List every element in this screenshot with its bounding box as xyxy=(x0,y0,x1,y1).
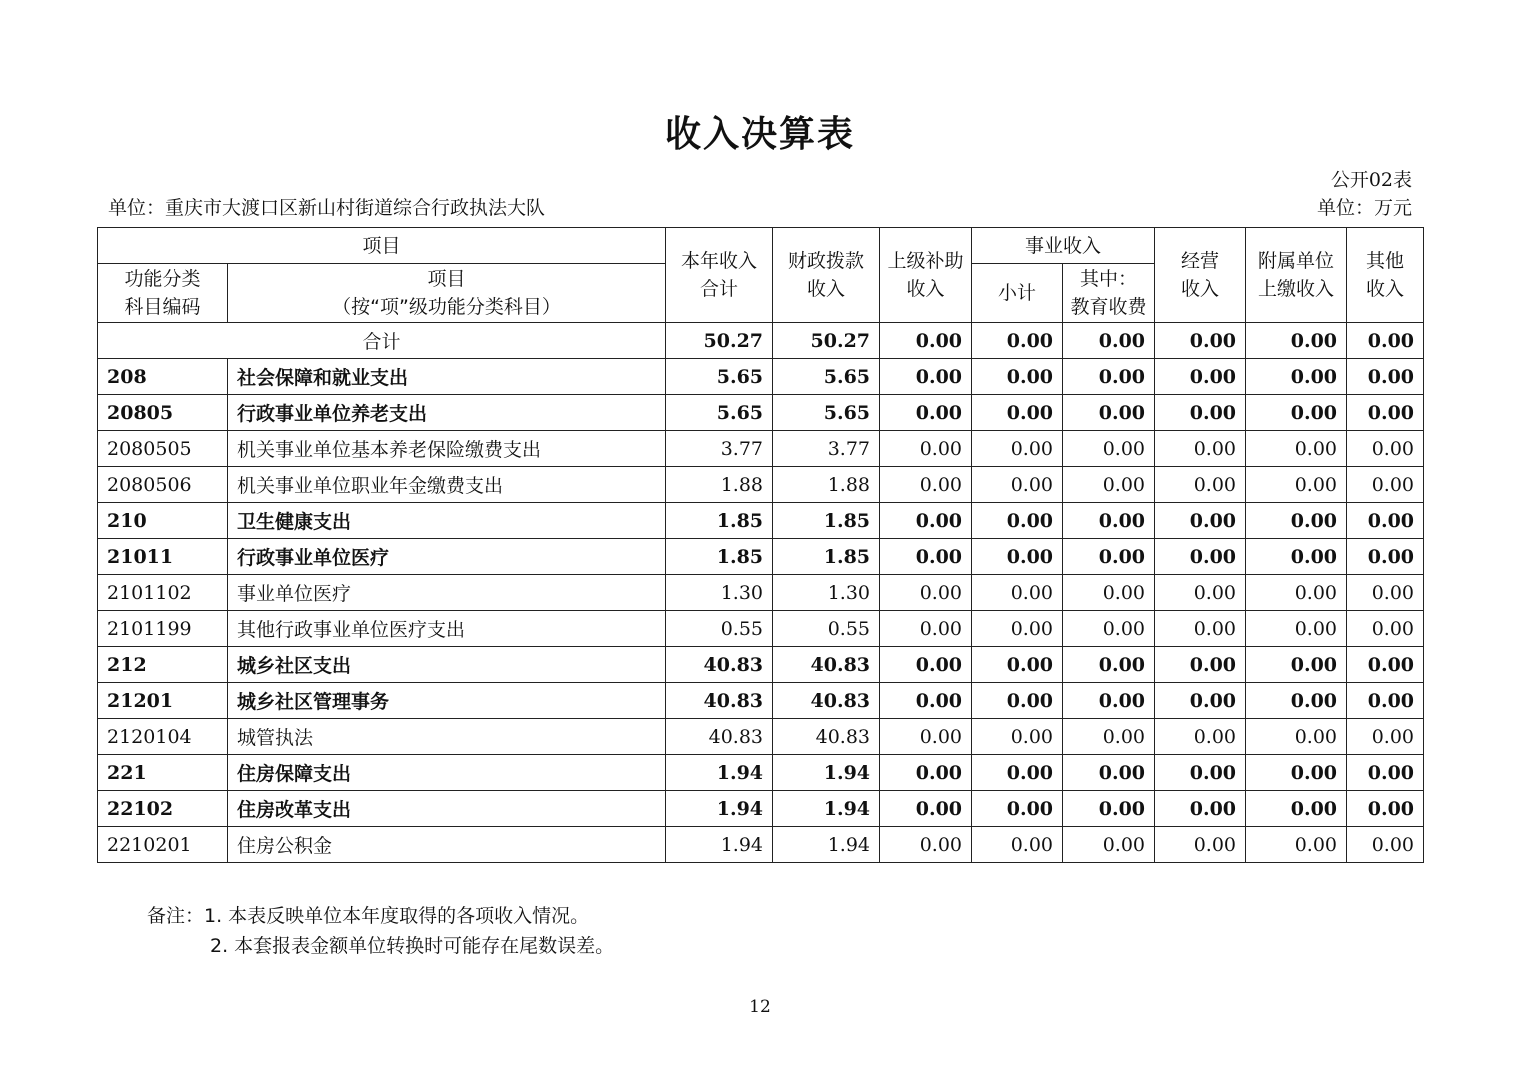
cell-value: 0.00 xyxy=(880,827,972,863)
cell-value: 0.00 xyxy=(972,575,1063,611)
cell-value: 0.00 xyxy=(880,719,972,755)
header-func-code: 功能分类 科目编码 xyxy=(98,264,228,323)
row-code: 212 xyxy=(98,647,228,683)
cell-value: 0.00 xyxy=(1063,467,1155,503)
table-row xyxy=(98,755,1424,791)
cell-value: 0.00 xyxy=(1246,827,1347,863)
cell-value: 0.00 xyxy=(880,791,972,827)
cell-value: 0.00 xyxy=(1063,611,1155,647)
row-name: 行政事业单位医疗 xyxy=(228,539,666,575)
cell-value: 0.00 xyxy=(1347,539,1424,575)
row-name: 住房保障支出 xyxy=(228,755,666,791)
cell-value: 0.00 xyxy=(1246,359,1347,395)
cell-value: 0.00 xyxy=(880,611,972,647)
cell-value: 1.94 xyxy=(666,791,773,827)
cell-value: 40.83 xyxy=(773,683,880,719)
cell-value: 0.00 xyxy=(880,323,972,359)
header-item-name: 项目 （按“项”级功能分类科目） xyxy=(228,264,666,323)
cell-value: 0.00 xyxy=(1063,539,1155,575)
cell-value: 0.00 xyxy=(972,683,1063,719)
cell-value: 0.00 xyxy=(972,791,1063,827)
cell-value: 0.00 xyxy=(1246,395,1347,431)
cell-value: 0.00 xyxy=(1246,647,1347,683)
cell-value: 0.00 xyxy=(1155,791,1246,827)
row-code: 2210201 xyxy=(98,827,228,863)
cell-value: 5.65 xyxy=(666,359,773,395)
total-label: 合计 xyxy=(98,323,666,359)
cell-value: 0.00 xyxy=(972,719,1063,755)
header-total: 本年收入 合计 xyxy=(666,228,773,323)
cell-value: 40.83 xyxy=(773,647,880,683)
header-superior: 上级补助 收入 xyxy=(880,228,972,323)
cell-value: 0.00 xyxy=(1347,827,1424,863)
cell-value: 0.00 xyxy=(1347,791,1424,827)
cell-value: 0.00 xyxy=(1063,431,1155,467)
row-code: 2080506 xyxy=(98,467,228,503)
cell-value: 0.00 xyxy=(1063,647,1155,683)
cell-value: 0.00 xyxy=(1155,323,1246,359)
cell-value: 0.00 xyxy=(1155,647,1246,683)
cell-value: 0.00 xyxy=(1347,359,1424,395)
cell-value: 0.00 xyxy=(972,431,1063,467)
cell-value: 0.00 xyxy=(1246,575,1347,611)
cell-value: 0.00 xyxy=(1246,503,1347,539)
cell-value: 0.00 xyxy=(1347,431,1424,467)
cell-value: 0.00 xyxy=(880,467,972,503)
cell-value: 1.30 xyxy=(666,575,773,611)
cell-value: 0.00 xyxy=(880,575,972,611)
cell-value: 0.00 xyxy=(972,827,1063,863)
cell-value: 0.00 xyxy=(1155,431,1246,467)
cell-value: 0.00 xyxy=(880,503,972,539)
table-row xyxy=(98,791,1424,827)
row-code: 208 xyxy=(98,359,228,395)
cell-value: 3.77 xyxy=(773,431,880,467)
cell-value: 0.00 xyxy=(1347,647,1424,683)
cell-value: 0.00 xyxy=(972,611,1063,647)
cell-value: 1.94 xyxy=(666,827,773,863)
table-row xyxy=(98,683,1424,719)
cell-value: 0.00 xyxy=(1155,719,1246,755)
cell-value: 0.00 xyxy=(1155,539,1246,575)
cell-value: 0.00 xyxy=(1347,575,1424,611)
cell-value: 0.00 xyxy=(1347,611,1424,647)
row-name: 行政事业单位养老支出 xyxy=(228,395,666,431)
header-operating: 经营 收入 xyxy=(1155,228,1246,323)
header-edu-fee: 其中： 教育收费 xyxy=(1063,264,1155,323)
row-name: 社会保障和就业支出 xyxy=(228,359,666,395)
cell-value: 0.00 xyxy=(1155,827,1246,863)
cell-value: 0.00 xyxy=(1155,395,1246,431)
row-name: 其他行政事业单位医疗支出 xyxy=(228,611,666,647)
row-name: 城乡社区支出 xyxy=(228,647,666,683)
cell-value: 50.27 xyxy=(773,323,880,359)
table-row xyxy=(98,431,1424,467)
cell-value: 0.00 xyxy=(1246,611,1347,647)
cell-value: 0.00 xyxy=(1155,683,1246,719)
cell-value: 0.00 xyxy=(1246,719,1347,755)
cell-value: 1.85 xyxy=(666,503,773,539)
cell-value: 0.00 xyxy=(1063,683,1155,719)
notes xyxy=(147,901,614,961)
cell-value: 1.85 xyxy=(773,539,880,575)
cell-value: 0.00 xyxy=(1347,503,1424,539)
row-name: 城管执法 xyxy=(228,719,666,755)
header-row-1 xyxy=(98,228,1424,264)
row-code: 2080505 xyxy=(98,431,228,467)
row-name: 机关事业单位基本养老保险缴费支出 xyxy=(228,431,666,467)
cell-value: 3.77 xyxy=(666,431,773,467)
table-row xyxy=(98,575,1424,611)
cell-value: 0.00 xyxy=(1347,323,1424,359)
row-code: 221 xyxy=(98,755,228,791)
row-code: 21011 xyxy=(98,539,228,575)
cell-value: 40.83 xyxy=(773,719,880,755)
cell-value: 0.00 xyxy=(1063,791,1155,827)
cell-value: 0.00 xyxy=(880,683,972,719)
row-code: 22102 xyxy=(98,791,228,827)
table-row xyxy=(98,395,1424,431)
table-row xyxy=(98,719,1424,755)
cell-value: 0.00 xyxy=(880,755,972,791)
cell-value: 0.00 xyxy=(972,503,1063,539)
cell-value: 0.00 xyxy=(972,467,1063,503)
cell-value: 1.88 xyxy=(773,467,880,503)
cell-value: 0.00 xyxy=(1246,539,1347,575)
cell-value: 1.94 xyxy=(666,755,773,791)
cell-value: 0.00 xyxy=(1246,467,1347,503)
table-row xyxy=(98,539,1424,575)
cell-value: 0.00 xyxy=(1246,791,1347,827)
cell-value: 0.00 xyxy=(1347,467,1424,503)
cell-value: 0.55 xyxy=(773,611,880,647)
cell-value: 0.00 xyxy=(1063,755,1155,791)
cell-value: 0.55 xyxy=(666,611,773,647)
cell-value: 0.00 xyxy=(1063,827,1155,863)
row-name: 住房公积金 xyxy=(228,827,666,863)
table-row xyxy=(98,359,1424,395)
cell-value: 0.00 xyxy=(880,539,972,575)
cell-value: 1.94 xyxy=(773,755,880,791)
page-number: 12 xyxy=(749,997,771,1017)
cell-value: 0.00 xyxy=(1246,323,1347,359)
cell-value: 50.27 xyxy=(666,323,773,359)
row-code: 210 xyxy=(98,503,228,539)
note-2: 2. 本套报表金额单位转换时可能存在尾数误差。 xyxy=(210,935,615,957)
row-name: 事业单位医疗 xyxy=(228,575,666,611)
row-name: 卫生健康支出 xyxy=(228,503,666,539)
cell-value: 1.85 xyxy=(773,503,880,539)
cell-value: 0.00 xyxy=(1347,719,1424,755)
unit-currency: 单位：万元 xyxy=(1316,197,1412,219)
total-row xyxy=(98,323,1424,359)
cell-value: 0.00 xyxy=(880,431,972,467)
cell-value: 0.00 xyxy=(1063,503,1155,539)
cell-value: 1.94 xyxy=(773,827,880,863)
table-row xyxy=(98,647,1424,683)
header-fiscal: 财政拨款 收入 xyxy=(773,228,880,323)
cell-value: 0.00 xyxy=(972,359,1063,395)
cell-value: 40.83 xyxy=(666,719,773,755)
table-row xyxy=(98,827,1424,863)
cell-value: 0.00 xyxy=(972,395,1063,431)
cell-value: 40.83 xyxy=(666,683,773,719)
cell-value: 0.00 xyxy=(972,539,1063,575)
header-other: 其他 收入 xyxy=(1347,228,1424,323)
cell-value: 0.00 xyxy=(1246,683,1347,719)
row-code: 21201 xyxy=(98,683,228,719)
row-name: 机关事业单位职业年金缴费支出 xyxy=(228,467,666,503)
cell-value: 1.85 xyxy=(666,539,773,575)
cell-value: 0.00 xyxy=(1347,395,1424,431)
cell-value: 0.00 xyxy=(1347,755,1424,791)
cell-value: 0.00 xyxy=(1155,359,1246,395)
cell-value: 1.94 xyxy=(773,791,880,827)
cell-value: 0.00 xyxy=(880,359,972,395)
table-row xyxy=(98,503,1424,539)
cell-value: 0.00 xyxy=(972,647,1063,683)
row-code: 20805 xyxy=(98,395,228,431)
cell-value: 0.00 xyxy=(1155,575,1246,611)
cell-value: 5.65 xyxy=(773,359,880,395)
cell-value: 0.00 xyxy=(1063,719,1155,755)
page-title: 收入决算表 xyxy=(664,114,855,155)
cell-value: 0.00 xyxy=(880,647,972,683)
row-code: 2101199 xyxy=(98,611,228,647)
unit-organization: 单位：重庆市大渡口区新山村街道综合行政执法大队 xyxy=(108,197,546,219)
note-1: 备注：1. 本表反映单位本年度取得的各项收入情况。 xyxy=(147,905,590,927)
cell-value: 5.65 xyxy=(773,395,880,431)
cell-value: 0.00 xyxy=(1155,611,1246,647)
header-item: 项目 xyxy=(98,228,666,264)
cell-value: 0.00 xyxy=(1155,503,1246,539)
cell-value: 40.83 xyxy=(666,647,773,683)
cell-value: 5.65 xyxy=(666,395,773,431)
cell-value: 0.00 xyxy=(1155,467,1246,503)
row-name: 住房改革支出 xyxy=(228,791,666,827)
cell-value: 0.00 xyxy=(1246,431,1347,467)
cell-value: 0.00 xyxy=(880,395,972,431)
table-row xyxy=(98,611,1424,647)
header-affiliated: 附属单位 上缴收入 xyxy=(1246,228,1347,323)
row-code: 2120104 xyxy=(98,719,228,755)
cell-value: 1.88 xyxy=(666,467,773,503)
table-row xyxy=(98,467,1424,503)
cell-value: 1.30 xyxy=(773,575,880,611)
cell-value: 0.00 xyxy=(1246,755,1347,791)
cell-value: 0.00 xyxy=(1063,395,1155,431)
cell-value: 0.00 xyxy=(1063,575,1155,611)
header-business: 事业收入 xyxy=(972,228,1155,264)
row-name: 城乡社区管理事务 xyxy=(228,683,666,719)
row-code: 2101102 xyxy=(98,575,228,611)
cell-value: 0.00 xyxy=(1063,323,1155,359)
cell-value: 0.00 xyxy=(1347,683,1424,719)
income-final-accounts-table xyxy=(97,227,1424,863)
cell-value: 0.00 xyxy=(972,755,1063,791)
cell-value: 0.00 xyxy=(1155,755,1246,791)
cell-value: 0.00 xyxy=(1063,359,1155,395)
cell-value: 0.00 xyxy=(972,323,1063,359)
header-subtotal: 小计 xyxy=(972,264,1063,323)
form-number: 公开02表 xyxy=(1330,169,1412,191)
